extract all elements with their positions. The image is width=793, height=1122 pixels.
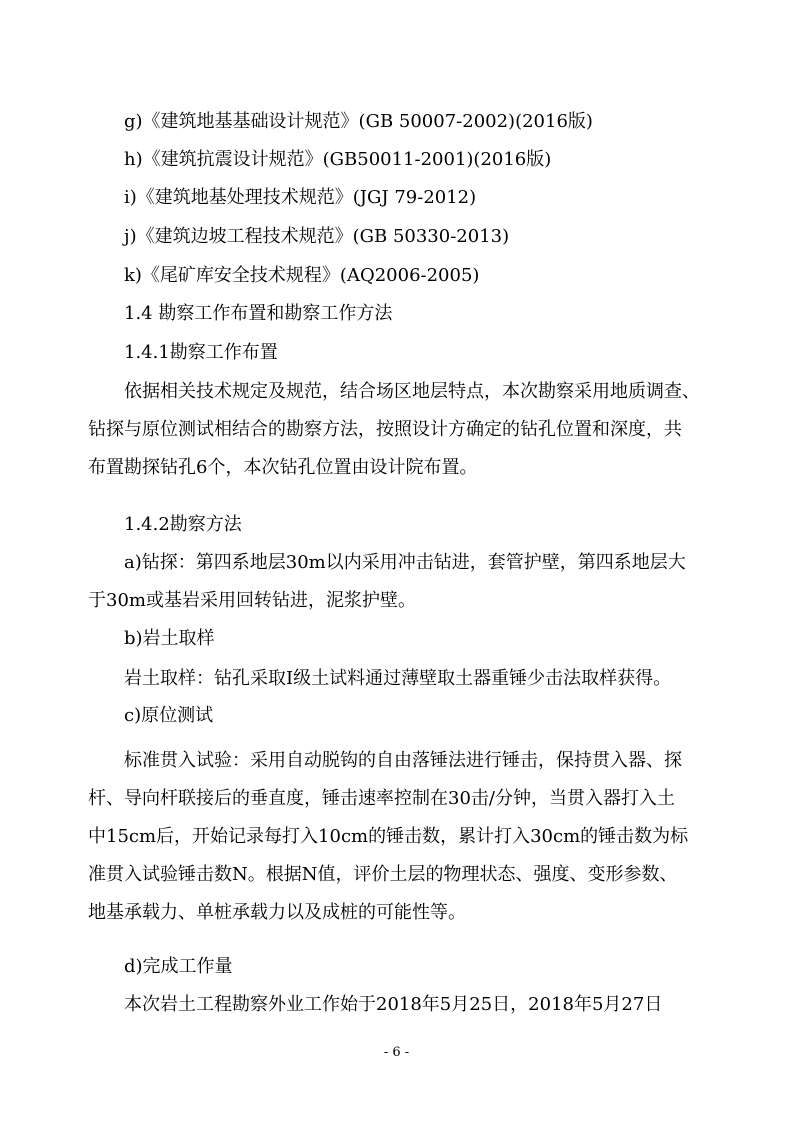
paragraph-line: 依据相关技术规定及规范，结合场区地层特点，本次勘察采用地质调查、	[124, 381, 700, 402]
reference-g: g)《建筑地基基础设计规范》(GB 50007-2002)(2016版)	[124, 111, 593, 132]
section-heading-1-4-2: 1.4.2勘察方法	[124, 514, 242, 535]
section-heading-1-4: 1.4 勘察工作布置和勘察工作方法	[124, 303, 393, 324]
paragraph-line: 杆、导向杆联接后的垂直度，锤击速率控制在30击/分钟，当贯入器打入土	[88, 788, 675, 809]
reference-i: i)《建筑地基处理技术规范》(JGJ 79-2012)	[124, 187, 477, 208]
reference-k: k)《尾矿库安全技术规程》(AQ2006-2005)	[124, 265, 480, 286]
paragraph-line: 中15cm后，开始记录每打入10cm的锤击数，累计打入30cm的锤击数为标	[88, 826, 689, 847]
paragraph-sampling: 岩土取样：钻孔采取Ⅰ级土试料通过薄壁取土器重锤少击法取样获得。	[124, 668, 672, 689]
paragraph-line: 钻探与原位测试相结合的勘察方法，按照设计方确定的钻孔位置和深度，共	[88, 419, 682, 440]
paragraph-drilling	[88, 552, 734, 612]
reference-j: j)《建筑边坡工程技术规范》(GB 50330-2013)	[124, 226, 510, 247]
item-heading-insitu: c)原位测试	[124, 705, 214, 726]
paragraph-line: 于30m或基岩采用回转钻进，泥浆护壁。	[88, 590, 416, 611]
paragraph-line: 标准贯入试验：采用自动脱钩的自由落锤法进行锤击，保持贯入器、探	[124, 750, 682, 771]
paragraph-spt	[88, 750, 734, 924]
paragraph-workload: 本次岩土工程勘察外业工作始于2018年5月25日，2018年5月27日	[124, 994, 663, 1015]
reference-h: h)《建筑抗震设计规范》(GB50011-2001)(2016版)	[124, 149, 552, 170]
section-heading-1-4-1: 1.4.1勘察工作布置	[124, 342, 278, 363]
paragraph-line: 准贯入试验锤击数N。根据N值，评价土层的物理状态、强度、变形参数、	[88, 864, 678, 885]
page-number: - 6 -	[383, 1045, 410, 1060]
paragraph-layout	[88, 381, 734, 479]
paragraph-line: 地基承载力、单桩承载力以及成桩的可能性等。	[88, 902, 466, 923]
item-heading-workload: d)完成工作量	[124, 956, 233, 977]
paragraph-line: 布置勘探钻孔6个，本次钻孔位置由设计院布置。	[88, 457, 478, 478]
paragraph-line: a)钻探：第四系地层30m以内采用冲击钻进，套管护壁，第四系地层大	[124, 552, 686, 573]
item-heading-sampling: b)岩土取样	[124, 628, 215, 649]
